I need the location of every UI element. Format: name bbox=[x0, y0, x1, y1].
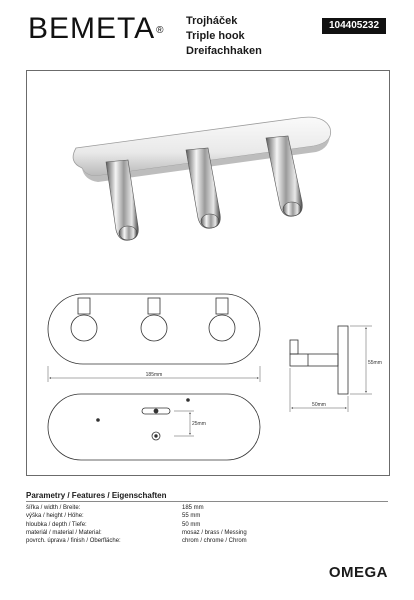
param-value: chrom / chrome / Chrom bbox=[182, 538, 247, 545]
param-row-material bbox=[26, 529, 247, 537]
param-label: šířka / width / Breite: bbox=[26, 505, 81, 511]
param-row-finish bbox=[26, 537, 247, 545]
hole-spacing-label: 25mm bbox=[192, 421, 206, 427]
parameters-divider bbox=[26, 501, 388, 502]
hole-spacing-dimension bbox=[174, 411, 194, 436]
brand-name: BEMETA bbox=[28, 12, 156, 45]
technical-drawing bbox=[26, 270, 388, 470]
product-titles bbox=[186, 14, 262, 59]
side-view bbox=[290, 326, 348, 394]
height-dimension-label: 55mm bbox=[368, 360, 382, 366]
param-label: hloubka / depth / Tiefe: bbox=[26, 521, 87, 528]
back-view bbox=[48, 394, 260, 460]
title-czech: Trojháček bbox=[186, 15, 238, 27]
product-photo bbox=[62, 110, 352, 250]
product-code-badge: 104405232 bbox=[322, 18, 386, 34]
param-row-depth bbox=[26, 521, 247, 529]
param-label: materiál / material / Material: bbox=[26, 529, 102, 536]
parameters-table bbox=[26, 504, 247, 545]
width-dimension-label: 185mm bbox=[145, 372, 163, 378]
param-row-width bbox=[26, 504, 247, 512]
param-value: 185 mm bbox=[182, 505, 204, 511]
parameters-title: Parametry / Features / Eigenschaften bbox=[26, 491, 167, 500]
title-english: Triple hook bbox=[186, 30, 245, 42]
param-label: povrch. úprava / finish / Oberfläche: bbox=[26, 538, 121, 545]
param-row-height bbox=[26, 512, 247, 520]
param-value: mosaz / brass / Messing bbox=[182, 529, 247, 536]
title-german: Dreifachhaken bbox=[186, 45, 262, 57]
param-label: výška / height / Höhe: bbox=[26, 513, 84, 520]
series-name: OMEGA bbox=[328, 564, 388, 581]
param-value: 50 mm bbox=[182, 521, 201, 528]
depth-dimension-label: 50mm bbox=[312, 402, 326, 408]
front-view bbox=[48, 294, 260, 364]
registered-mark: ® bbox=[156, 25, 165, 36]
param-value: 55 mm bbox=[182, 513, 201, 520]
brand-logo bbox=[28, 14, 165, 44]
